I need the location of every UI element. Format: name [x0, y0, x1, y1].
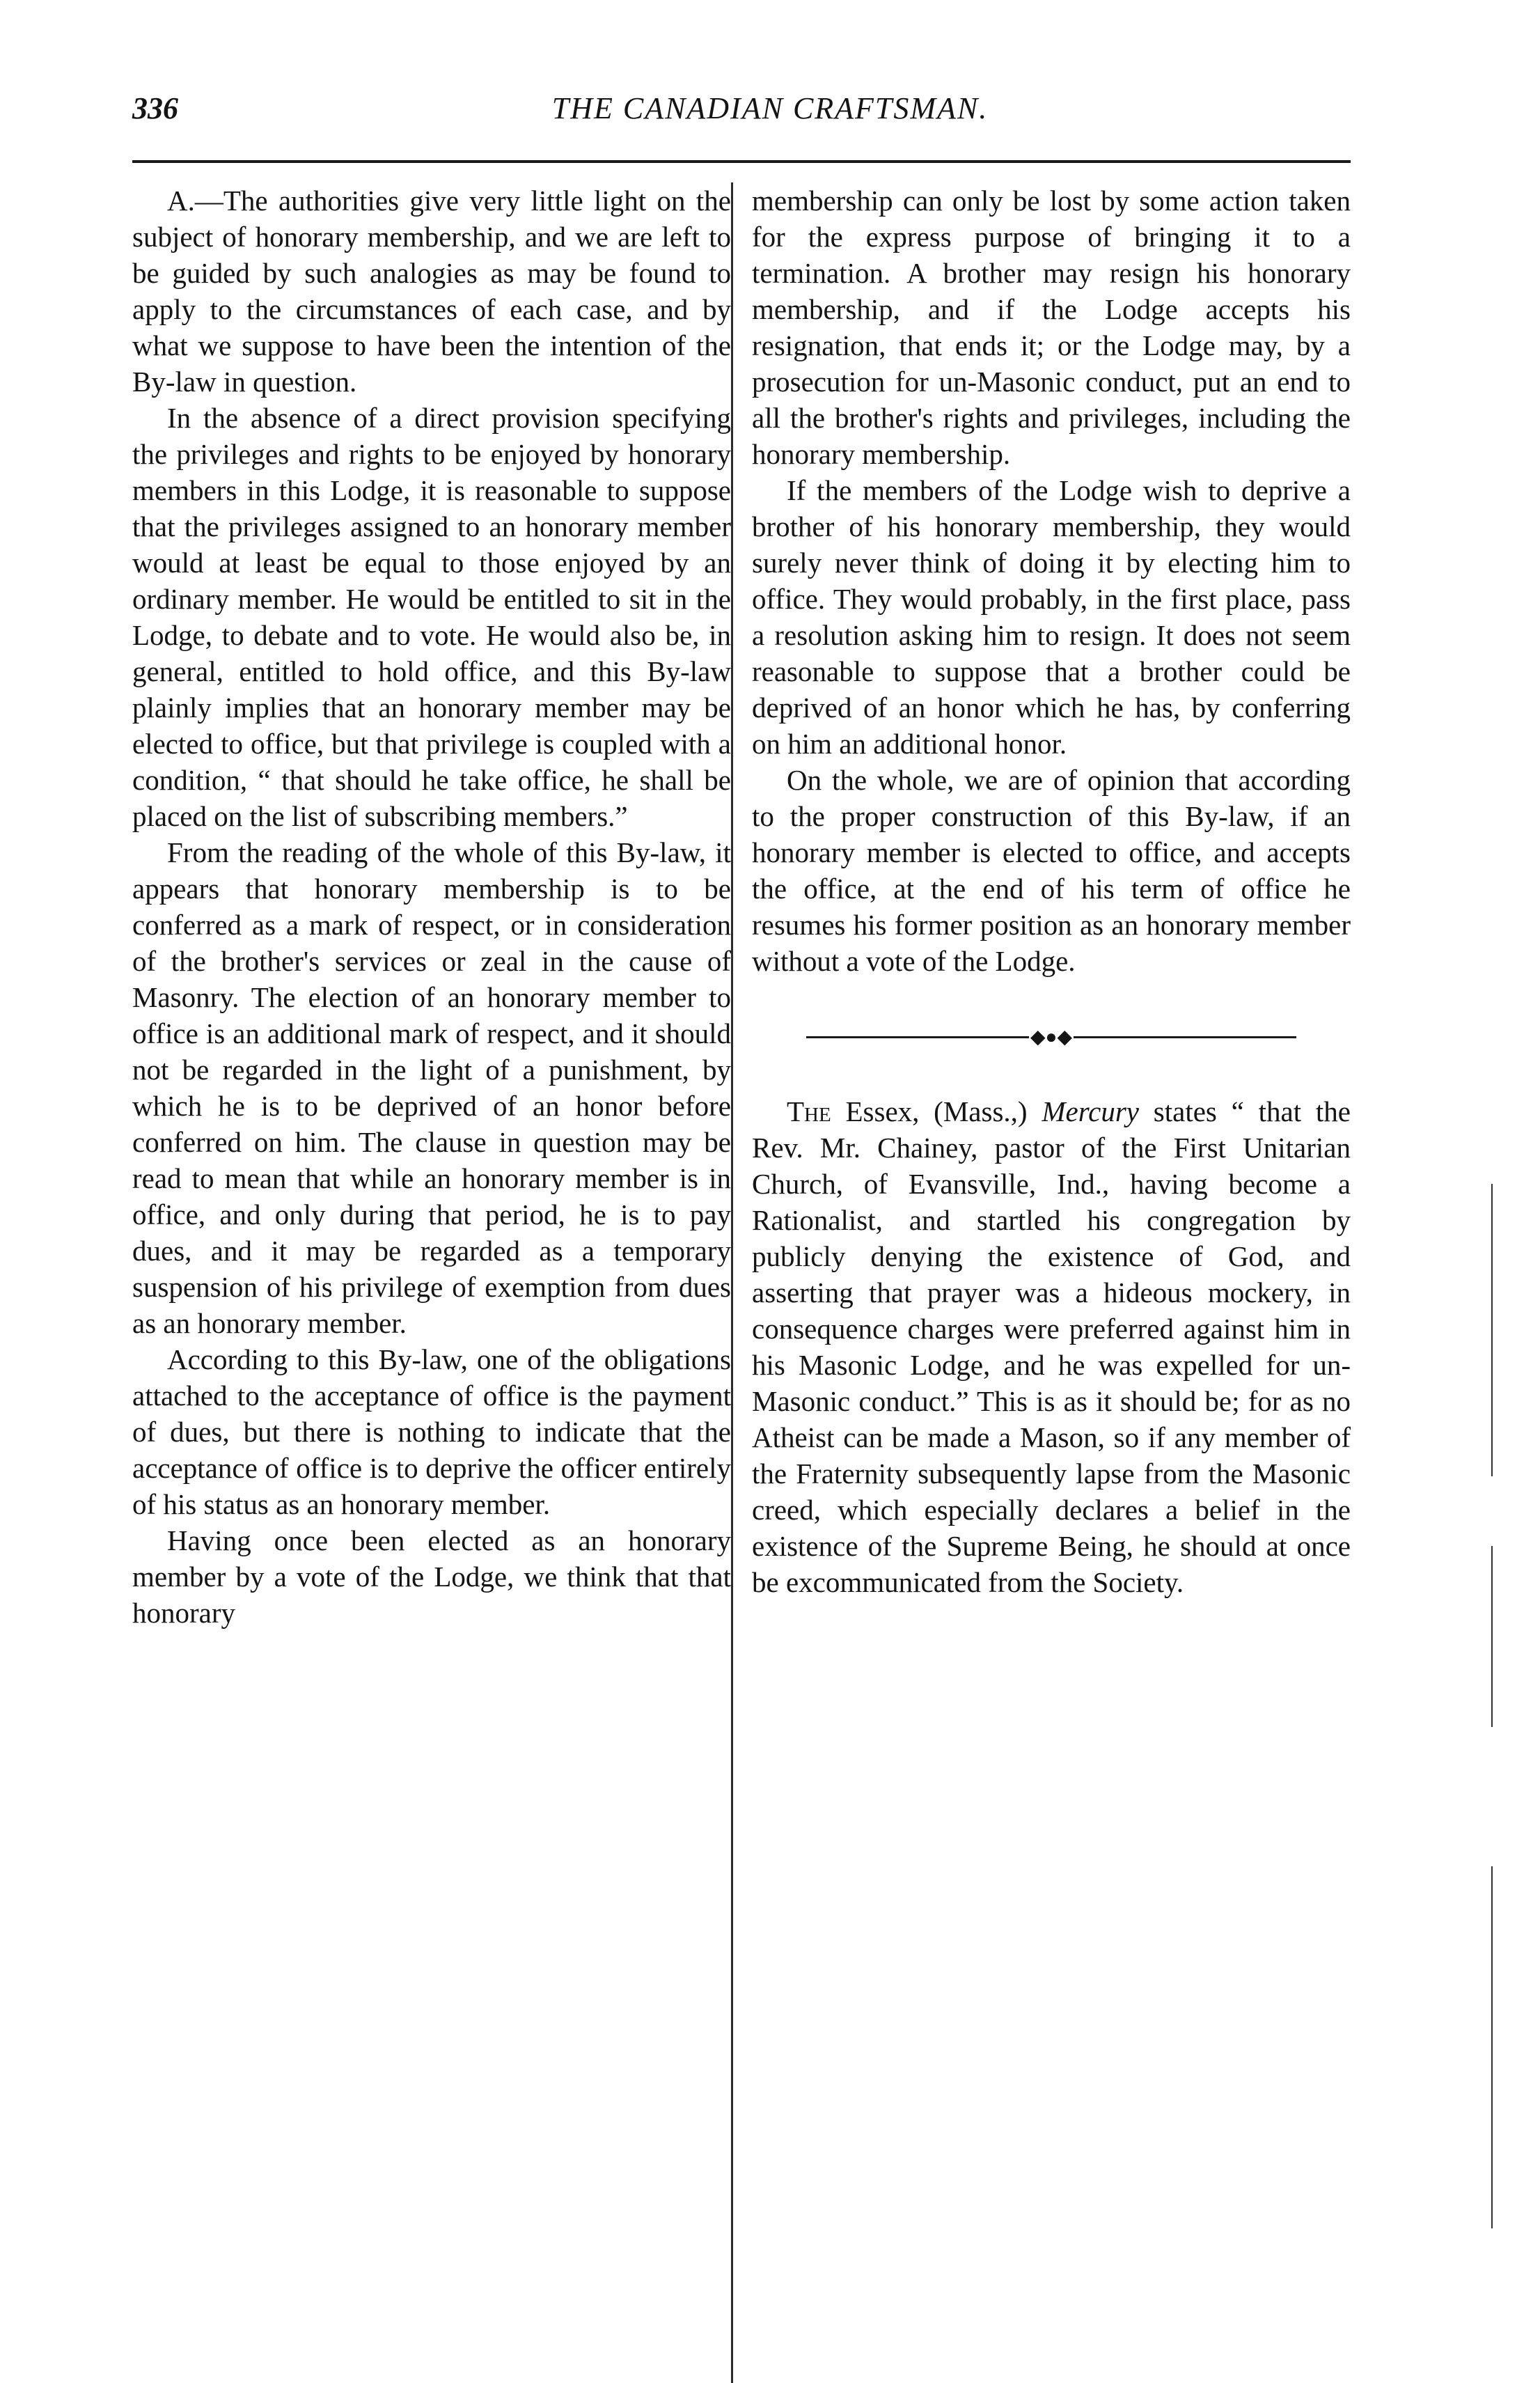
paragraph-conclusion: On the whole, we are of opinion that according to the proper construction of this By-law, if an honorary member is elected to office, and accepts the office, at the end of his term of office he resumes his former position as an honorary member without a vote of the Lodge. — [752, 764, 1351, 977]
news-item-publication: Mercury — [1042, 1095, 1139, 1127]
paragraph-elected-honorary: Having once been elected as an honorary member by a vote of the Lodge, we think that that honorary — [132, 1524, 731, 1629]
paragraph-obligations: According to this By-law, one of the obligations attached to the acceptance of office is the payment of dues, but there is nothing to indicate that the acceptance of office is to deprive the officer entirely of his status as an honorary member. — [132, 1343, 731, 1520]
paragraph-membership-lost: membership can only be lost by some action taken for the express purpose of bringing it to a termination. A brother may resign his honorary membership, and if the Lodge accepts his resignation, that ends it; or the Lodge may, by a prosecution for un-Masonic conduct, put an end to all the brother's rights and privileges, including the honorary membership. — [752, 185, 1351, 470]
news-item-paragraph — [752, 1093, 1351, 1600]
margin-mark-line — [1491, 1866, 1493, 2228]
margin-mark-line — [1491, 1546, 1493, 1727]
news-item-text-after: states “ that the Rev. Mr. Chainey, pastor of the First Unitarian Church, of Evansville, Ind., having become a Rationalist, and startled his congregation by publicly denying the existence of God, and asserting that prayer was a hideous mockery, in consequence charges were preferred against him in his Masonic Lodge, and he was expelled for un-Masonic conduct.” This is as it should be; for as no Atheist can be made a Mason, so if any member of the Fraternity subsequently lapse from the Masonic creed, which especially declares a belief in the existence of the Supreme Being, he should at once be excommunicated from the Society. — [752, 1095, 1351, 1598]
paragraph-bylaw-reading: From the reading of the whole of this By-law, it appears that honorary membership is to be conferred as a mark of respect, or in consideration of the brother's services or zeal in the cause of Masonry. The election of an honorary member to office is an additional mark of respect, and it should not be regarded in the light of a punishment, by which he is to be deprived of an honor before conferred on him. The clause in question may be read to mean that while an honorary member is in office, and only during that period, he is to pay dues, and it may be regarded as a temporary suspension of his privilege of exemption from dues as an honorary member. — [132, 836, 731, 1339]
ornament-rule-right — [1074, 1036, 1296, 1038]
left-column — [132, 182, 731, 1631]
paragraph-deprive-brother: If the members of the Lodge wish to deprive a brother of his honorary membership, they would surely never think of doing it by electing him to office. They would probably, in the first place, pass a resolution asking him to resign. It does not seem reasonable to suppose that a brother could be deprived of an honor which he has, by conferring on him an additional honor. — [752, 474, 1351, 760]
page-number: 336 — [132, 91, 178, 125]
paragraph-answer-intro: A.—The authorities give very little light on the subject of honorary membership, and we are left to be guided by such analogies as may be found to apply to the circumstances of each case, and by what we suppose to have been the intention of the By-law in question. — [132, 185, 731, 398]
running-title: THE CANADIAN CRAFTSMAN. — [551, 91, 989, 125]
margin-marks — [1483, 1184, 1504, 2298]
section-ornament — [752, 1021, 1351, 1052]
news-item-lead: The — [787, 1095, 831, 1127]
ornament-diamond-icon: ◆●◆ — [1030, 1026, 1072, 1048]
ornament-rule-left — [806, 1036, 1029, 1038]
page-header — [0, 91, 1540, 146]
paragraph-privileges: In the absence of a direct provision specifying the privileges and rights to be enjoyed by honorary members in this Lodge, it is reasonable to suppose that the privileges assigned to an honorary member would at least be equal to those enjoyed by an ordinary member. He would be entitled to sit in the Lodge, to debate and to vote. He would also be, in general, entitled to hold office, and this By-law plainly implies that an honorary member may be elected to office, but that privilege is coupled with a condition, “ that should he take office, he shall be placed on the list of subscribing members.” — [132, 402, 731, 832]
margin-mark-line — [1491, 1184, 1493, 1476]
right-column — [752, 182, 1351, 1600]
news-item-text-before: Essex, (Mass.,) — [831, 1095, 1042, 1127]
header-rule — [132, 160, 1351, 163]
column-divider — [731, 182, 733, 2383]
